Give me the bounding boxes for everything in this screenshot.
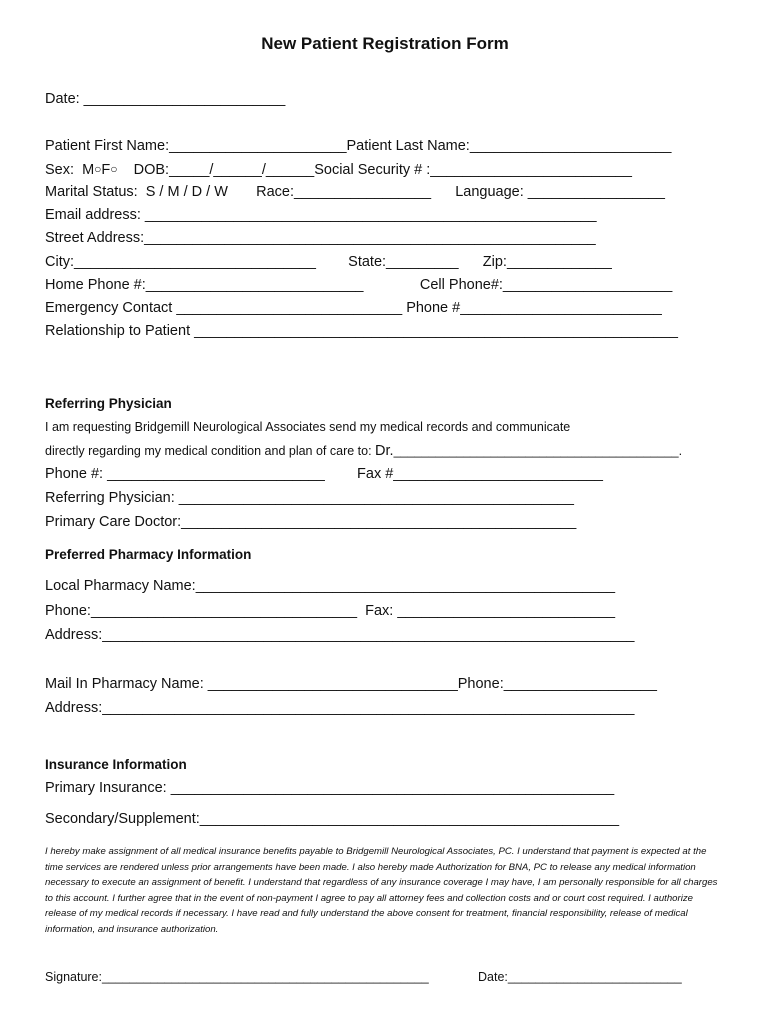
referring-phone-fax-fields[interactable]: Phone #: ___________________________ Fax #__________________________: [45, 466, 603, 482]
referring-physician-heading: Referring Physician: [45, 396, 172, 411]
pharmacy-phone-fax-fields[interactable]: Phone:_________________________________ Fax: ___________________________: [45, 603, 616, 619]
sex-label: Sex: M: [45, 162, 95, 178]
sex-f-radio-icon[interactable]: ○: [110, 162, 118, 176]
referring-paragraph-line1: I am requesting Bridgemill Neurological Associates send my medical records and communicate: [45, 420, 571, 434]
relationship-field[interactable]: Relationship to Patient ____________________________________________________________: [45, 323, 678, 339]
marital-race-language-fields[interactable]: Marital Status: S / M / D / W Race:_________________ Language: _________________: [45, 184, 665, 200]
pharmacy-heading: Preferred Pharmacy Information: [45, 547, 252, 562]
email-field[interactable]: Email address: ________________________________________________________: [45, 207, 597, 223]
dob-ssn-fields[interactable]: DOB:_____/______/______Social Security # :_________________________: [117, 162, 632, 178]
emergency-contact-fields[interactable]: Emergency Contact ____________________________ Phone #_________________________: [45, 300, 662, 316]
referring-physician-field[interactable]: Referring Physician: _________________________________________________: [45, 490, 574, 506]
insurance-heading: Insurance Information: [45, 757, 187, 772]
primary-care-doctor-field[interactable]: Primary Care Doctor:_________________________________________________: [45, 514, 577, 530]
sex-f-label: F: [101, 162, 111, 178]
consent-paragraph: I hereby make assignment of all medical insurance benefits payable to Bridgemill Neurological Associates, PC. I understand that payment is expected at the time services are rendered unless prior arrangements have been made. I also hereby made Authorization for BNA, PC to release any medical information necessary to execute an assignment of benefit. I understand that regardless of any insurance coverage I may have, I am personally responsible for all charges to this account. I further agree that in the event of non-payment I agree to pay all attorney fees and collection costs and or court cost required. I authorize release of my medical records if necessary. I have read and fully understand the above consent for treatment, financial responsibility, release of medical information, and insurance authorization.: [45, 846, 718, 935]
mail-pharmacy-address-field[interactable]: Address:__________________________________________________________________: [45, 700, 635, 716]
sex-m-radio-icon[interactable]: ○: [94, 162, 102, 176]
form-title: New Patient Registration Form: [261, 34, 509, 53]
local-pharmacy-name-field[interactable]: Local Pharmacy Name:____________________________________________________: [45, 578, 616, 594]
sex-dob-ssn-row: [45, 160, 632, 179]
referring-paragraph-line2[interactable]: directly regarding my medical condition and plan of care to: Dr._________________________________________.: [45, 443, 683, 459]
city-state-zip-fields[interactable]: City:______________________________ State:_________ Zip:_____________: [45, 254, 612, 270]
mail-pharmacy-fields[interactable]: Mail In Pharmacy Name: _______________________________Phone:___________________: [45, 676, 657, 692]
date-field[interactable]: Date: _________________________: [45, 91, 286, 107]
street-address-field[interactable]: Street Address:________________________________________________________: [45, 230, 596, 246]
pharmacy-address-field[interactable]: Address:__________________________________________________________________: [45, 627, 635, 643]
primary-insurance-field[interactable]: Primary Insurance: _______________________________________________________: [45, 780, 615, 796]
signature-field[interactable]: Signature:_______________________________________________: [45, 970, 429, 984]
patient-name-fields[interactable]: Patient First Name:______________________Patient Last Name:_________________________: [45, 138, 672, 154]
secondary-insurance-field[interactable]: Secondary/Supplement:____________________________________________________: [45, 811, 620, 827]
phone-fields[interactable]: Home Phone #:___________________________ Cell Phone#:_____________________: [45, 277, 673, 293]
signature-date-field[interactable]: Date:_________________________: [478, 970, 682, 984]
